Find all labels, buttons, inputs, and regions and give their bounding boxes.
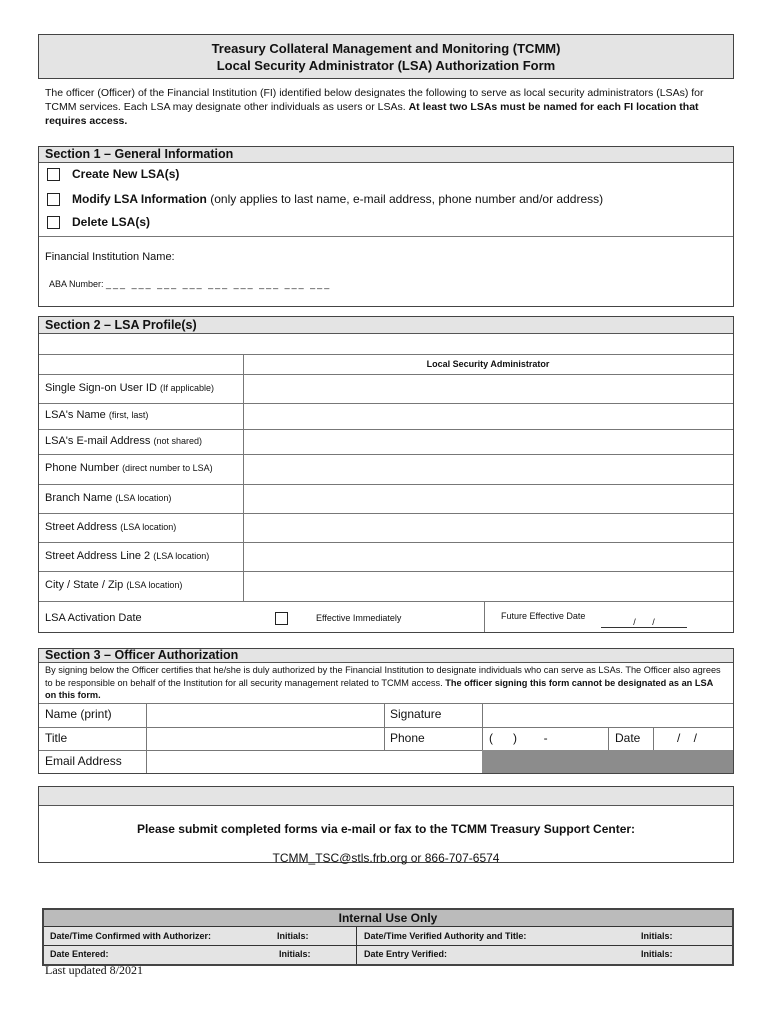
lsa-profile-row — [39, 403, 733, 430]
row-note: (not shared) — [153, 435, 203, 446]
name-input[interactable] — [147, 704, 383, 726]
title-line1: Treasury Collateral Management and Monitoring (TCMM) — [211, 41, 561, 56]
row-input[interactable] — [244, 454, 733, 484]
row-label — [45, 579, 182, 591]
name-label: Name (print) — [45, 707, 112, 721]
aba-label: ABA Number: — [49, 279, 104, 289]
row-label-text: Street Address Line 2 — [45, 549, 151, 562]
row-label — [45, 550, 209, 562]
form-title — [38, 34, 734, 79]
effective-immediately-checkbox[interactable] — [275, 612, 288, 625]
row-label — [45, 382, 214, 394]
date-label: Date — [615, 731, 641, 745]
option-delete[interactable] — [47, 215, 150, 229]
row-label — [45, 521, 176, 533]
option-create[interactable] — [47, 167, 179, 181]
row-label-text: LSA's E-mail Address — [45, 434, 151, 447]
email-input[interactable] — [147, 751, 481, 773]
row-label — [45, 435, 202, 447]
lsa-profile-row — [39, 513, 733, 543]
row-label — [45, 462, 213, 474]
email-label: Email Address — [45, 754, 122, 768]
intro-body: The officer (Officer) of the Financial Institution (FI) identified below designates the following to serve as local security administrators (LSAs) for TCMM services. Each LSA may designate other individuals as users or LSAs. — [45, 87, 704, 113]
title-line2: Local Security Administrator (LSA) Authorization Form — [216, 58, 556, 73]
internal-r1c4: Initials: — [641, 931, 673, 941]
internal-r1c2: Initials: — [277, 931, 309, 941]
row-note: (LSA location) — [126, 580, 183, 590]
internal-r2c2: Initials: — [279, 949, 311, 959]
option-modify[interactable] — [47, 192, 603, 206]
row-input[interactable] — [244, 403, 733, 429]
internal-r1c3: Date/Time Verified Authority and Title: — [364, 931, 527, 941]
section3-bold: The officer signing this form cannot be designated as an LSA on this form. — [45, 677, 713, 700]
submit-contact: TCMM_TSC@stls.frb.org or 866-707-6574 — [272, 851, 500, 865]
row-label-text: Street Address — [45, 520, 118, 533]
phone-label: Phone — [390, 731, 425, 745]
row-note: (If applicable) — [159, 382, 214, 393]
row-note: (direct number to LSA) — [122, 463, 213, 473]
section1 — [38, 146, 734, 307]
option-label: Create New LSA(s) — [72, 167, 180, 181]
lsa-profile-row — [39, 542, 733, 572]
row-input[interactable] — [244, 513, 733, 542]
row-note: (LSA location) — [115, 492, 172, 503]
lsa-column-header: Local Security Administrator — [426, 359, 550, 369]
option-label: Delete LSA(s) — [72, 215, 151, 229]
title-input[interactable] — [147, 728, 383, 750]
checkbox[interactable] — [47, 216, 60, 229]
section2-title: Section 2 – LSA Profile(s) — [39, 317, 733, 334]
row-label-text: Single Sign-on User ID — [45, 381, 157, 394]
lsa-profile-row — [39, 374, 733, 404]
section3-text — [45, 664, 725, 702]
row-note: (LSA location) — [153, 550, 210, 561]
row-input[interactable] — [244, 542, 733, 571]
submit-heading: Please submit completed forms via e-mail or fax to the TCMM Treasury Support Center: — [136, 822, 636, 836]
phone-input[interactable]: ( ) - — [489, 731, 548, 745]
option-note: (only applies to last name, e-mail address, phone number and/or address) — [210, 192, 604, 206]
section3-body: By signing below the Officer certifies that he/she is duly authorized by the Financial Institution to designate individuals who can serve as LSAs. The Officer also agrees to be responsible on behalf of the Institution for all security management related to TCMM access. — [45, 665, 721, 688]
aba-field[interactable]: ABA Number: ___ ___ ___ ___ ___ ___ ___ ___ ___ — [49, 279, 332, 289]
divider — [39, 236, 733, 237]
internal-r2c1: Date Entered: — [50, 949, 109, 959]
title-label: Title — [45, 731, 68, 745]
row-input[interactable] — [244, 374, 733, 403]
lsa-profile-row — [39, 571, 733, 601]
internal-title: Internal Use Only — [44, 910, 732, 927]
row-label-text: City / State / Zip — [45, 579, 124, 591]
internal-r2c4: Initials: — [641, 949, 673, 959]
row-label — [45, 492, 171, 504]
effective-immediately-label: Effective Immediately — [316, 613, 402, 623]
submit-box — [38, 786, 734, 863]
last-updated: Last updated 8/2021 — [45, 963, 143, 977]
section3 — [38, 648, 734, 774]
lsa-profile-row — [39, 454, 733, 485]
internal-use-box — [42, 908, 734, 966]
lsa-profile-row — [39, 484, 733, 514]
row-label-text: Phone Number — [45, 462, 119, 474]
row-note: (first, last) — [108, 410, 149, 420]
internal-r1c1: Date/Time Confirmed with Authorizer: — [50, 931, 212, 941]
row-input[interactable] — [244, 571, 733, 601]
intro-bold: At least two LSAs must be named for each FI location that requires access. — [45, 101, 699, 127]
intro-text — [45, 86, 715, 128]
activation-label: LSA Activation Date — [45, 612, 142, 624]
internal-r2c3: Date Entry Verified: — [364, 949, 448, 959]
checkbox[interactable] — [47, 168, 60, 181]
section1-title: Section 1 – General Information — [39, 147, 733, 163]
signature-input[interactable] — [483, 704, 733, 726]
row-label-text: LSA's Name — [45, 409, 106, 421]
checkbox[interactable] — [47, 193, 60, 206]
row-input[interactable] — [244, 484, 733, 513]
row-input[interactable] — [244, 429, 733, 454]
future-effective-label: Future Effective Date — [501, 611, 586, 621]
signature-label: Signature — [390, 707, 442, 721]
shaded-cell — [482, 750, 733, 773]
row-label-text: Branch Name — [45, 491, 113, 504]
row-note: (LSA location) — [120, 521, 177, 532]
lsa-profile-row — [39, 429, 733, 455]
row-label — [45, 409, 148, 421]
date-input[interactable]: / / — [677, 731, 698, 745]
section3-title: Section 3 – Officer Authorization — [39, 649, 733, 663]
section2 — [38, 316, 734, 633]
fi-name-label: Financial Institution Name: — [45, 251, 175, 263]
future-date-field[interactable]: / / — [601, 617, 687, 628]
option-label: Modify LSA Information — [72, 192, 207, 206]
